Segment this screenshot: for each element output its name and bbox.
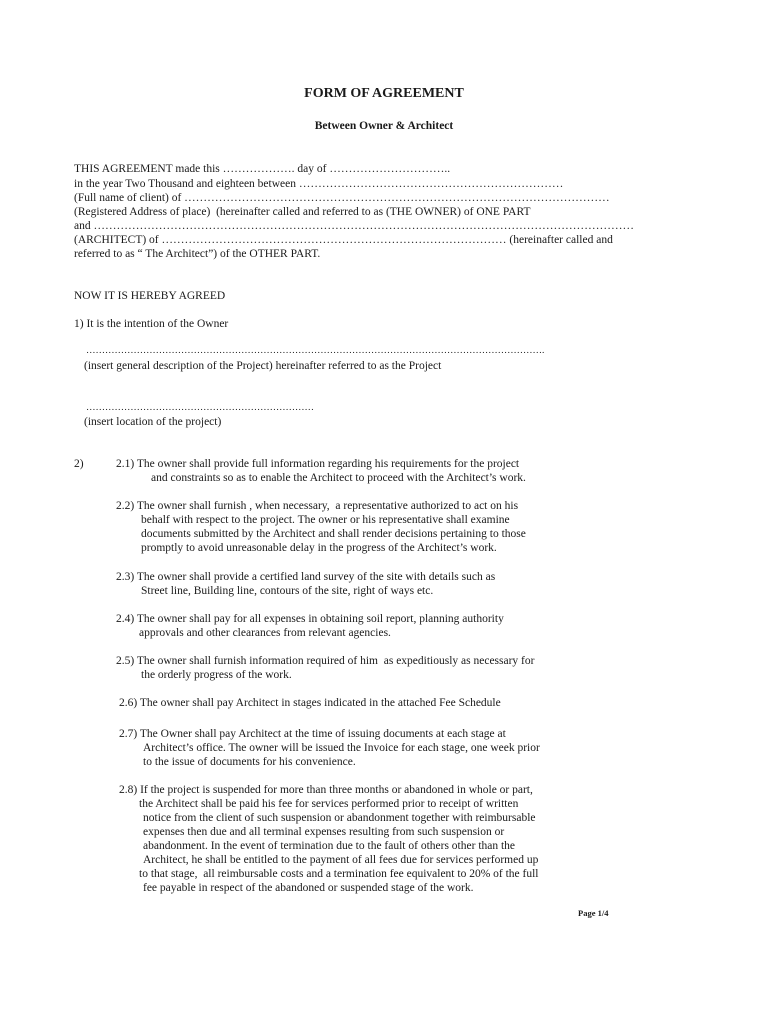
clause-2-4-line: 2.4) The owner shall pay for all expenses in obtaining soil report, planning authority: [116, 613, 504, 625]
clause-2-number: 2): [74, 458, 84, 470]
preamble-line: in the year Two Thousand and eighteen between ……………………………………………………………: [74, 178, 564, 190]
clause-2-8-line: the Architect shall be paid his fee for services performed prior to receipt of written: [139, 798, 519, 810]
clause-2-8-line: abandonment. In the event of termination due to the fault of others other than the: [143, 840, 516, 852]
clause-2-7-line: Architect’s office. The owner will be issued the Invoice for each stage, one week prior: [143, 742, 540, 754]
clause-2-8-line: notice from the client of such suspension or abandonment together with reimbursable: [143, 812, 536, 824]
document-subtitle: Between Owner & Architect: [314, 120, 454, 132]
page-number: Page 1/4: [578, 908, 609, 918]
preamble-line: referred to as “ The Architect”) of the OTHER PART.: [74, 248, 321, 260]
clause-2-8-line: Architect, he shall be entitled to the payment of all fees due for services performed up: [143, 854, 539, 866]
clause-1-note: (insert general description of the Project) hereinafter referred to as the Project: [84, 360, 442, 372]
clause-2-8-line: expenses then due and all terminal expenses resulting from such suspension or: [143, 826, 505, 838]
clause-1-blank: ………………………………………………………………: [86, 403, 314, 413]
clause-2-2-line: promptly to avoid unreasonable delay in the progress of the Architect’s work.: [141, 542, 497, 554]
clause-2-1-line: 2.1) The owner shall provide full information regarding his requirements for the project: [116, 458, 520, 470]
agreed-heading: NOW IT IS HEREBY AGREED: [74, 290, 226, 302]
clause-2-6-line: 2.6) The owner shall pay Architect in stages indicated in the attached Fee Schedule: [119, 697, 501, 709]
clause-2-8-line: 2.8) If the project is suspended for more than three months or abandoned in whole or part,: [119, 784, 533, 796]
clause-2-1-line: and constraints so as to enable the Architect to proceed with the Architect’s work.: [151, 472, 526, 484]
clause-2-7-line: to the issue of documents for his convenience.: [143, 756, 356, 768]
document-title: FORM OF AGREEMENT: [304, 86, 464, 101]
clause-2-8-line: to that stage, all reimbursable costs and a termination fee equivalent to 20% of the full: [139, 868, 539, 880]
clause-2-3-line: 2.3) The owner shall provide a certified land survey of the site with details such as: [116, 571, 496, 583]
preamble-line: (ARCHITECT) of ……………………………………………………………………………… (hereinafter called and: [74, 234, 613, 246]
clause-1-text: 1) It is the intention of the Owner: [74, 318, 229, 330]
clause-2-4-line: approvals and other clearances from relevant agencies.: [139, 627, 391, 639]
preamble-line: (Registered Address of place) (hereinafter called and referred to as (THE OWNER) of ONE PART: [74, 206, 531, 218]
preamble-line: THIS AGREEMENT made this ………………. day of …………………………..: [74, 163, 451, 175]
clause-1-note: (insert location of the project): [84, 416, 222, 428]
clause-2-2-line: behalf with respect to the project. The owner or his representative shall examine: [141, 514, 510, 526]
clause-2-5-line: the orderly progress of the work.: [141, 669, 292, 681]
clause-1-blank: ……………………………………………………………………………………………………………………………….: [86, 346, 545, 356]
clause-2-2-line: documents submitted by the Architect and shall render decisions pertaining to those: [141, 528, 526, 540]
clause-2-5-line: 2.5) The owner shall furnish information required of him as expeditiously as necessary for: [116, 655, 535, 667]
preamble-line: and ……………………………………………………………………………………………………………………………: [74, 220, 634, 232]
clause-2-3-line: Street line, Building line, contours of the site, right of ways etc.: [141, 585, 434, 597]
preamble-line: (Full name of client) of …………………………………………………………………………………………………: [74, 192, 610, 204]
clause-2-8-line: fee payable in respect of the abandoned or suspended stage of the work.: [143, 882, 474, 894]
clause-2-2-line: 2.2) The owner shall furnish , when necessary, a representative authorized to act on his: [116, 500, 519, 512]
clause-2-7-line: 2.7) The Owner shall pay Architect at the time of issuing documents at each stage at: [119, 728, 506, 740]
